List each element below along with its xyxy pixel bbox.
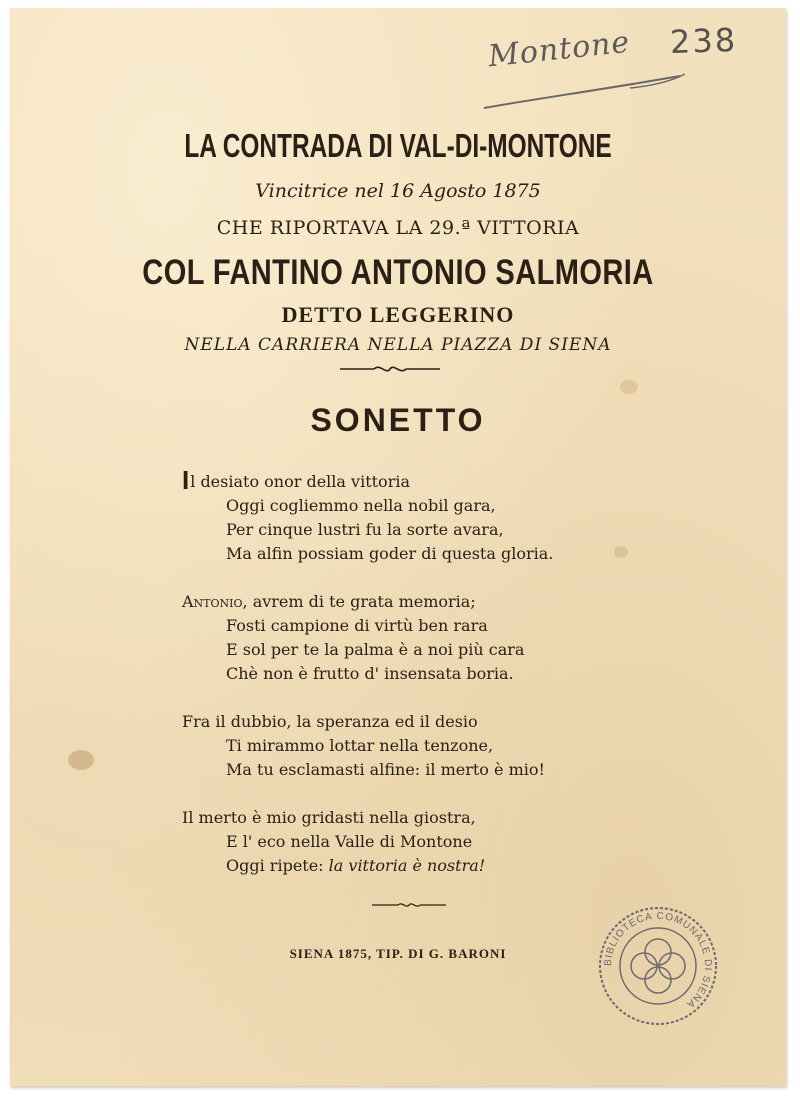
drop-initial: I [182,465,190,495]
document-sheet [10,8,786,1086]
nickname-line: DETTO LEGGERINO [281,302,515,327]
victory-line: CHE RIPORTAVA LA 29.ª VITTORIA [216,217,580,239]
library-stamp [596,904,720,1028]
stamp-text: BIBLIOTECA COMUNALE DI SIENA [602,910,714,1011]
poem-line: E sol per te la palma è a noi più cara [226,640,525,659]
paper-stain [620,380,638,394]
handwritten-signature [487,25,632,75]
name-smallcaps: Antonio [182,592,243,611]
jockey-line: COL FANTINO ANTONIO SALMORIA [142,253,654,292]
poem-line: Oggi ripete: la vittoria è nostra! [226,856,486,875]
poem-line: Oggi cogliemmo nella nobil gara, [226,496,496,515]
poem-line: Ti mirammo lottar nella tenzone, [226,736,494,755]
stanza-3 [182,710,742,782]
sonnet [182,465,742,902]
signature-text: Montone [486,24,632,75]
race-line: NELLA CARRIERA NELLA PIAZZA DI SIENA [184,335,612,355]
sonnet-heading: SONETTO [310,402,486,438]
poem-line: Fra il dubbio, la speranza ed il desio [182,712,478,731]
signature-flourish [480,68,690,118]
poem-line: E l' eco nella Valle di Montone [226,832,473,851]
poem-line: Ma tu esclamasti alfine: il merto è mio! [226,760,545,779]
stanza-2 [182,590,742,686]
stanza-1 [182,465,742,566]
poem-line: Antonio, avrem di te grata memoria; [182,592,476,611]
paper-stain [68,750,94,770]
italic-phrase: la vittoria è nostra! [328,856,486,875]
poem-line: Il merto è mio gridasti nella giostra, [182,808,476,827]
poem-line: Il desiato onor della vittoria [182,465,410,495]
poem-line: Ma alfin possiam goder di questa gloria. [226,544,554,563]
poem-line: Per cinque lustri fu la sorte avara, [226,520,504,539]
printer-imprint: SIENA 1875, TIP. DI G. BARONI [289,946,507,961]
ornament-divider-small [370,900,448,910]
catalog-number: 238 [669,20,738,62]
winner-date-line: Vincitrice nel 16 Agosto 1875 [255,180,541,202]
contrada-title: LA CONTRADA DI VAL-DI-MONTONE [184,127,612,164]
ornament-divider [338,363,442,375]
poem-line: Chè non è frutto d' insensata boria. [226,664,514,683]
poem-line: Fosti campione di virtù ben rara [226,616,488,635]
stanza-4 [182,806,742,878]
